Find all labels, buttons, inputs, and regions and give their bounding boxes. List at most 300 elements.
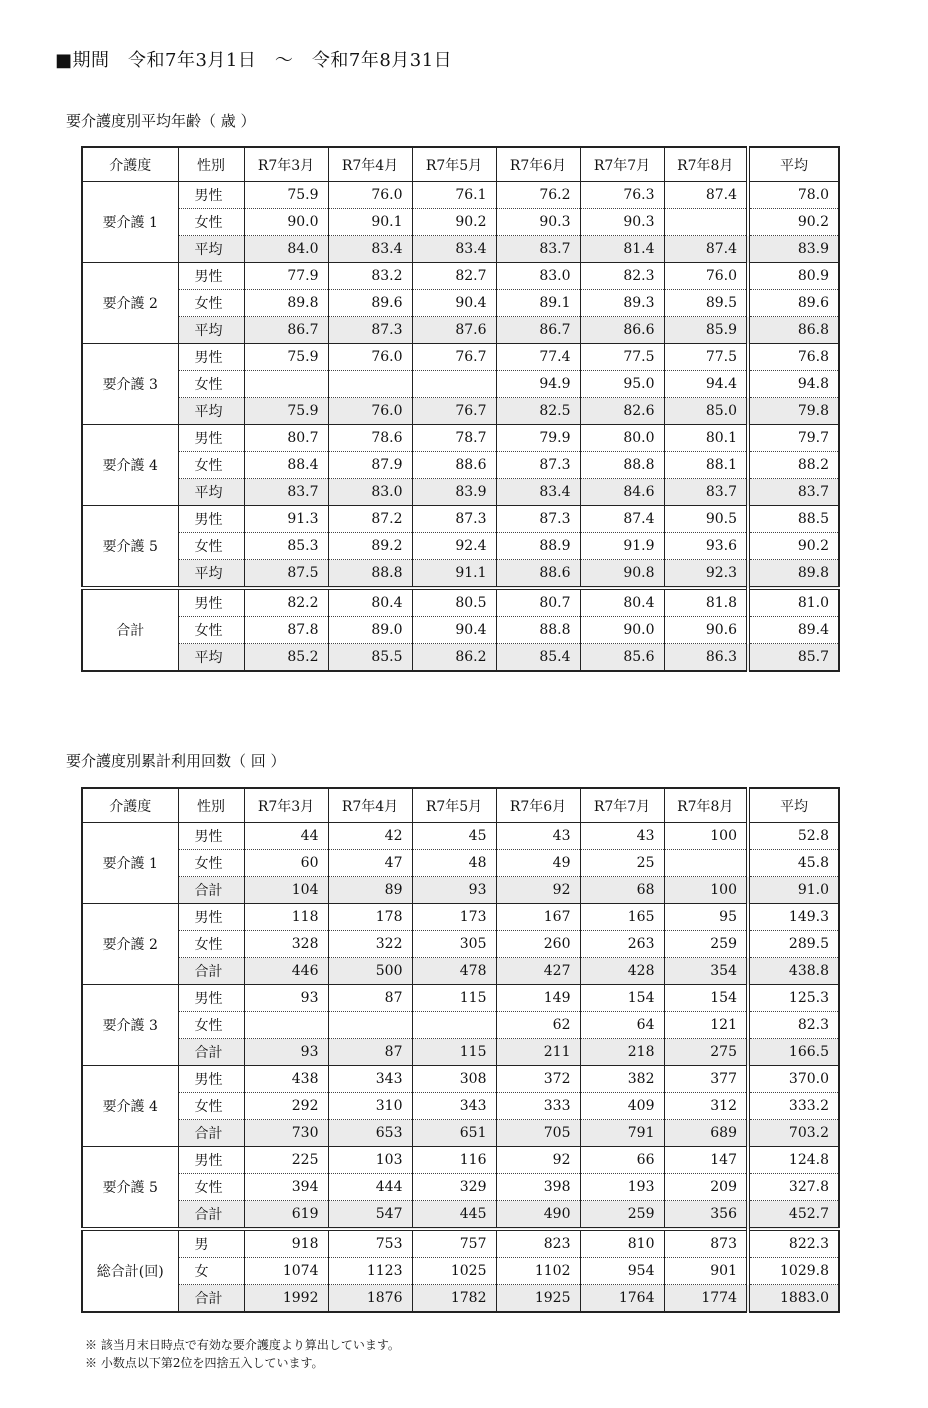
- table-row: [82, 344, 839, 371]
- table-cell: 80.0: [580, 425, 664, 452]
- table-cell: 47: [328, 850, 412, 877]
- column-header: R7年4月: [328, 147, 412, 182]
- table-cell: 90.8: [580, 560, 664, 589]
- table-cell: 87.4: [664, 236, 748, 263]
- column-header: 性別: [178, 788, 244, 823]
- table-cell: 918: [244, 1229, 328, 1258]
- table-cell: 92.4: [412, 533, 496, 560]
- table-cell: 80.1: [664, 425, 748, 452]
- table-cell: 88.6: [412, 452, 496, 479]
- table-cell: 91.9: [580, 533, 664, 560]
- care-level-label: 要介護 5: [82, 506, 178, 589]
- row-label: 女性: [178, 209, 244, 236]
- average-cell: 83.7: [748, 479, 839, 506]
- column-header: 介護度: [82, 788, 178, 823]
- table-row: [82, 850, 839, 877]
- table-cell: 209: [664, 1174, 748, 1201]
- average-cell: 90.2: [748, 209, 839, 236]
- table-cell: 88.8: [580, 452, 664, 479]
- column-header: 介護度: [82, 147, 178, 182]
- row-label: 合計: [178, 1039, 244, 1066]
- table-cell: 490: [496, 1201, 580, 1230]
- table-cell: 88.6: [496, 560, 580, 589]
- table-row: [82, 560, 839, 589]
- table-row: [82, 506, 839, 533]
- table-cell: 76.7: [412, 398, 496, 425]
- table-cell: 90.6: [664, 617, 748, 644]
- average-cell: 81.0: [748, 588, 839, 617]
- table-cell: 154: [580, 985, 664, 1012]
- table-cell: 92.3: [664, 560, 748, 589]
- table-cell: [664, 209, 748, 236]
- table-cell: 64: [580, 1012, 664, 1039]
- table-cell: 90.3: [496, 209, 580, 236]
- table-cell: [412, 371, 496, 398]
- row-label: 男性: [178, 823, 244, 850]
- care-level-label: 要介護 4: [82, 425, 178, 506]
- row-label: 男性: [178, 985, 244, 1012]
- table-cell: 90.0: [244, 209, 328, 236]
- table-row: [82, 209, 839, 236]
- table-cell: 83.0: [328, 479, 412, 506]
- table-cell: 83.4: [328, 236, 412, 263]
- table-cell: 90.2: [412, 209, 496, 236]
- table-cell: 100: [664, 823, 748, 850]
- table-row: [82, 931, 839, 958]
- average-cell: 45.8: [748, 850, 839, 877]
- table-row: [82, 398, 839, 425]
- table-cell: 225: [244, 1147, 328, 1174]
- table-cell: 651: [412, 1120, 496, 1147]
- table-cell: 1774: [664, 1285, 748, 1313]
- table-cell: 149: [496, 985, 580, 1012]
- table-cell: 103: [328, 1147, 412, 1174]
- table-cell: 80.5: [412, 588, 496, 617]
- table-cell: 75.9: [244, 182, 328, 209]
- table-cell: 86.7: [244, 317, 328, 344]
- table-cell: 87: [328, 985, 412, 1012]
- table-cell: 77.5: [580, 344, 664, 371]
- row-label: 平均: [178, 317, 244, 344]
- table-cell: 305: [412, 931, 496, 958]
- average-cell: 822.3: [748, 1229, 839, 1258]
- table-cell: 83.4: [496, 479, 580, 506]
- row-label: 平均: [178, 479, 244, 506]
- average-cell: 1029.8: [748, 1258, 839, 1285]
- table-cell: 83.9: [412, 479, 496, 506]
- table-cell: 75.9: [244, 344, 328, 371]
- table-cell: 81.4: [580, 236, 664, 263]
- table-cell: 75.9: [244, 398, 328, 425]
- row-label: 男性: [178, 263, 244, 290]
- table-cell: 1025: [412, 1258, 496, 1285]
- table-cell: 333: [496, 1093, 580, 1120]
- table-cell: 89.0: [328, 617, 412, 644]
- table-cell: 85.2: [244, 644, 328, 672]
- average-cell: 90.2: [748, 533, 839, 560]
- table-cell: 93: [412, 877, 496, 904]
- table-cell: 328: [244, 931, 328, 958]
- table-cell: 87.9: [328, 452, 412, 479]
- average-cell: 166.5: [748, 1039, 839, 1066]
- table-cell: 428: [580, 958, 664, 985]
- table-cell: 165: [580, 904, 664, 931]
- table-cell: 87.2: [328, 506, 412, 533]
- table-cell: 85.0: [664, 398, 748, 425]
- table-cell: 78.6: [328, 425, 412, 452]
- table-cell: 94.4: [664, 371, 748, 398]
- table-cell: 308: [412, 1066, 496, 1093]
- table-cell: 91.3: [244, 506, 328, 533]
- table-cell: 89: [328, 877, 412, 904]
- table-row: [82, 904, 839, 931]
- table-cell: [244, 1012, 328, 1039]
- average-cell: 83.9: [748, 236, 839, 263]
- table-cell: 88.9: [496, 533, 580, 560]
- table-cell: 1123: [328, 1258, 412, 1285]
- table-cell: 76.7: [412, 344, 496, 371]
- table-cell: 444: [328, 1174, 412, 1201]
- table-cell: 90.5: [664, 506, 748, 533]
- care-level-label: 合計: [82, 588, 178, 671]
- table-cell: 322: [328, 931, 412, 958]
- table-row: [82, 263, 839, 290]
- table-cell: 92: [496, 1147, 580, 1174]
- table-cell: 823: [496, 1229, 580, 1258]
- table-cell: 68: [580, 877, 664, 904]
- table-cell: 343: [412, 1093, 496, 1120]
- header-row: [82, 147, 839, 182]
- table-cell: 88.1: [664, 452, 748, 479]
- table-cell: 80.7: [496, 588, 580, 617]
- table-cell: 66: [580, 1147, 664, 1174]
- table-cell: 80.7: [244, 425, 328, 452]
- row-label: 女性: [178, 452, 244, 479]
- table-cell: 87.4: [580, 506, 664, 533]
- table-cell: 83.4: [412, 236, 496, 263]
- row-label: 男性: [178, 1066, 244, 1093]
- table-cell: 87.3: [496, 506, 580, 533]
- table-cell: 757: [412, 1229, 496, 1258]
- average-cell: 88.5: [748, 506, 839, 533]
- table-cell: 354: [664, 958, 748, 985]
- table-cell: 1764: [580, 1285, 664, 1313]
- column-header: R7年3月: [244, 788, 328, 823]
- average-cell: 79.8: [748, 398, 839, 425]
- average-cell: 1883.0: [748, 1285, 839, 1313]
- table-cell: 86.7: [496, 317, 580, 344]
- table-row: [82, 823, 839, 850]
- table-cell: 80.4: [580, 588, 664, 617]
- care-level-label: 要介護 2: [82, 263, 178, 344]
- table-cell: [328, 371, 412, 398]
- care-level-label: 要介護 3: [82, 344, 178, 425]
- table-row: [82, 644, 839, 672]
- table-cell: 753: [328, 1229, 412, 1258]
- table-cell: 86.2: [412, 644, 496, 672]
- table-cell: 100: [664, 877, 748, 904]
- header-row: [82, 788, 839, 823]
- table-cell: 93.6: [664, 533, 748, 560]
- table-cell: 62: [496, 1012, 580, 1039]
- row-label: 合計: [178, 1285, 244, 1313]
- table-cell: 547: [328, 1201, 412, 1230]
- table-cell: 87.6: [412, 317, 496, 344]
- table-cell: 87.5: [244, 560, 328, 589]
- table-cell: 82.7: [412, 263, 496, 290]
- table-cell: 84.0: [244, 236, 328, 263]
- average-cell: 438.8: [748, 958, 839, 985]
- average-cell: 89.8: [748, 560, 839, 589]
- usage-count-table: [81, 787, 840, 1313]
- table-cell: 398: [496, 1174, 580, 1201]
- note-1: ※ 該当月末日時点で有効な要介護度より算出しています。: [85, 1338, 400, 1352]
- row-label: 女性: [178, 371, 244, 398]
- row-label: 平均: [178, 560, 244, 589]
- table-cell: 500: [328, 958, 412, 985]
- table-cell: 90.4: [412, 617, 496, 644]
- table-cell: 83.7: [244, 479, 328, 506]
- average-age-caption: 要介護度別平均年齢（ 歳 ）: [66, 112, 256, 130]
- table-cell: 178: [328, 904, 412, 931]
- table-cell: 85.9: [664, 317, 748, 344]
- table-cell: 93: [244, 985, 328, 1012]
- table-cell: 76.0: [664, 263, 748, 290]
- average-cell: 82.3: [748, 1012, 839, 1039]
- table-cell: 92: [496, 877, 580, 904]
- table-cell: 83.7: [496, 236, 580, 263]
- table-cell: 84.6: [580, 479, 664, 506]
- table-cell: 87: [328, 1039, 412, 1066]
- table-cell: 90.1: [328, 209, 412, 236]
- table-cell: 1925: [496, 1285, 580, 1313]
- table-cell: 77.5: [664, 344, 748, 371]
- table-cell: 76.1: [412, 182, 496, 209]
- table-cell: 81.8: [664, 588, 748, 617]
- table-row: [82, 236, 839, 263]
- table-cell: 80.4: [328, 588, 412, 617]
- table-cell: 689: [664, 1120, 748, 1147]
- column-header: R7年8月: [664, 147, 748, 182]
- average-cell: 78.0: [748, 182, 839, 209]
- table-cell: 42: [328, 823, 412, 850]
- table-cell: 87.8: [244, 617, 328, 644]
- table-cell: 78.7: [412, 425, 496, 452]
- row-label: 男性: [178, 1147, 244, 1174]
- table-cell: 445: [412, 1201, 496, 1230]
- table-row: [82, 1147, 839, 1174]
- column-header: R7年7月: [580, 788, 664, 823]
- table-cell: 115: [412, 985, 496, 1012]
- table-cell: 275: [664, 1039, 748, 1066]
- table-cell: 427: [496, 958, 580, 985]
- table-cell: 88.8: [496, 617, 580, 644]
- table-row: [82, 588, 839, 617]
- table-row: [82, 877, 839, 904]
- table-row: [82, 290, 839, 317]
- care-level-label: 要介護 1: [82, 823, 178, 904]
- table-row: [82, 1229, 839, 1258]
- table-row: [82, 533, 839, 560]
- table-cell: 356: [664, 1201, 748, 1230]
- average-cell: 88.2: [748, 452, 839, 479]
- care-level-label: 要介護 2: [82, 904, 178, 985]
- period-heading: ■期間 令和7年3月1日 ～ 令和7年8月31日: [55, 50, 453, 71]
- table-cell: 873: [664, 1229, 748, 1258]
- table-cell: 76.0: [328, 344, 412, 371]
- table-cell: 260: [496, 931, 580, 958]
- table-cell: 91.1: [412, 560, 496, 589]
- table-cell: 343: [328, 1066, 412, 1093]
- column-header: 性別: [178, 147, 244, 182]
- table-cell: 76.0: [328, 182, 412, 209]
- table-cell: 90.0: [580, 617, 664, 644]
- care-level-label: 要介護 5: [82, 1147, 178, 1230]
- table-cell: 88.4: [244, 452, 328, 479]
- table-row: [82, 1285, 839, 1313]
- table-cell: 90.3: [580, 209, 664, 236]
- table-cell: 25: [580, 850, 664, 877]
- table-cell: 211: [496, 1039, 580, 1066]
- column-header: 平均: [748, 788, 839, 823]
- row-label: 男性: [178, 182, 244, 209]
- table-cell: 409: [580, 1093, 664, 1120]
- table-cell: 49: [496, 850, 580, 877]
- table-cell: 1992: [244, 1285, 328, 1313]
- average-cell: 124.8: [748, 1147, 839, 1174]
- table-cell: [328, 1012, 412, 1039]
- table-cell: 45: [412, 823, 496, 850]
- table-cell: 43: [580, 823, 664, 850]
- average-cell: 89.4: [748, 617, 839, 644]
- row-label: 合計: [178, 1120, 244, 1147]
- average-cell: 149.3: [748, 904, 839, 931]
- table-cell: 115: [412, 1039, 496, 1066]
- column-header: 平均: [748, 147, 839, 182]
- average-cell: 703.2: [748, 1120, 839, 1147]
- row-label: 男性: [178, 588, 244, 617]
- table-cell: 82.5: [496, 398, 580, 425]
- table-cell: 446: [244, 958, 328, 985]
- table-cell: 87.4: [664, 182, 748, 209]
- average-cell: 86.8: [748, 317, 839, 344]
- average-cell: 80.9: [748, 263, 839, 290]
- table-cell: 89.5: [664, 290, 748, 317]
- table-cell: 89.2: [328, 533, 412, 560]
- row-label: 合計: [178, 1201, 244, 1230]
- table-row: [82, 985, 839, 1012]
- row-label: 男: [178, 1229, 244, 1258]
- care-level-label: 要介護 3: [82, 985, 178, 1066]
- note-2: ※ 小数点以下第2位を四捨五入しています。: [85, 1356, 324, 1370]
- column-header: R7年6月: [496, 147, 580, 182]
- care-level-label: 総合計(回): [82, 1229, 178, 1312]
- row-label: 男性: [178, 425, 244, 452]
- table-cell: 263: [580, 931, 664, 958]
- table-cell: 954: [580, 1258, 664, 1285]
- row-label: 女性: [178, 1012, 244, 1039]
- row-label: 女性: [178, 1093, 244, 1120]
- table-cell: 76.0: [328, 398, 412, 425]
- average-cell: 52.8: [748, 823, 839, 850]
- table-cell: 193: [580, 1174, 664, 1201]
- table-cell: 730: [244, 1120, 328, 1147]
- table-cell: 82.3: [580, 263, 664, 290]
- table-row: [82, 617, 839, 644]
- row-label: 合計: [178, 958, 244, 985]
- table-cell: 77.9: [244, 263, 328, 290]
- table-cell: 85.4: [496, 644, 580, 672]
- table-row: [82, 1258, 839, 1285]
- row-label: 合計: [178, 877, 244, 904]
- column-header: R7年3月: [244, 147, 328, 182]
- table-cell: 329: [412, 1174, 496, 1201]
- table-row: [82, 1201, 839, 1230]
- table-row: [82, 1066, 839, 1093]
- average-cell: 85.7: [748, 644, 839, 672]
- table-cell: 95.0: [580, 371, 664, 398]
- table-cell: 44: [244, 823, 328, 850]
- table-row: [82, 1039, 839, 1066]
- column-header: R7年5月: [412, 788, 496, 823]
- care-level-label: 要介護 1: [82, 182, 178, 263]
- table-cell: 43: [496, 823, 580, 850]
- row-label: 女性: [178, 1174, 244, 1201]
- table-cell: 653: [328, 1120, 412, 1147]
- average-cell: 89.6: [748, 290, 839, 317]
- table-cell: 77.4: [496, 344, 580, 371]
- table-cell: 1876: [328, 1285, 412, 1313]
- table-cell: 60: [244, 850, 328, 877]
- row-label: 平均: [178, 644, 244, 672]
- table-cell: 377: [664, 1066, 748, 1093]
- table-cell: 82.6: [580, 398, 664, 425]
- average-cell: 79.7: [748, 425, 839, 452]
- average-cell: 333.2: [748, 1093, 839, 1120]
- table-row: [82, 371, 839, 398]
- row-label: 女性: [178, 290, 244, 317]
- table-cell: 76.2: [496, 182, 580, 209]
- table-cell: [412, 1012, 496, 1039]
- table-cell: 89.1: [496, 290, 580, 317]
- table-cell: 89.3: [580, 290, 664, 317]
- table-cell: 810: [580, 1229, 664, 1258]
- column-header: R7年5月: [412, 147, 496, 182]
- table-cell: 121: [664, 1012, 748, 1039]
- table-cell: 89.8: [244, 290, 328, 317]
- table-cell: 705: [496, 1120, 580, 1147]
- table-cell: 104: [244, 877, 328, 904]
- row-label: 平均: [178, 398, 244, 425]
- table-cell: 76.3: [580, 182, 664, 209]
- table-cell: 1102: [496, 1258, 580, 1285]
- table-cell: [664, 850, 748, 877]
- table-cell: 1782: [412, 1285, 496, 1313]
- table-cell: 86.3: [664, 644, 748, 672]
- table-row: [82, 452, 839, 479]
- average-age-table: [81, 146, 840, 672]
- average-cell: 94.8: [748, 371, 839, 398]
- table-row: [82, 1120, 839, 1147]
- table-cell: 83.0: [496, 263, 580, 290]
- table-cell: 86.6: [580, 317, 664, 344]
- row-label: 男性: [178, 506, 244, 533]
- table-cell: 85.6: [580, 644, 664, 672]
- table-row: [82, 317, 839, 344]
- table-cell: 173: [412, 904, 496, 931]
- table-cell: 87.3: [496, 452, 580, 479]
- table-cell: 901: [664, 1258, 748, 1285]
